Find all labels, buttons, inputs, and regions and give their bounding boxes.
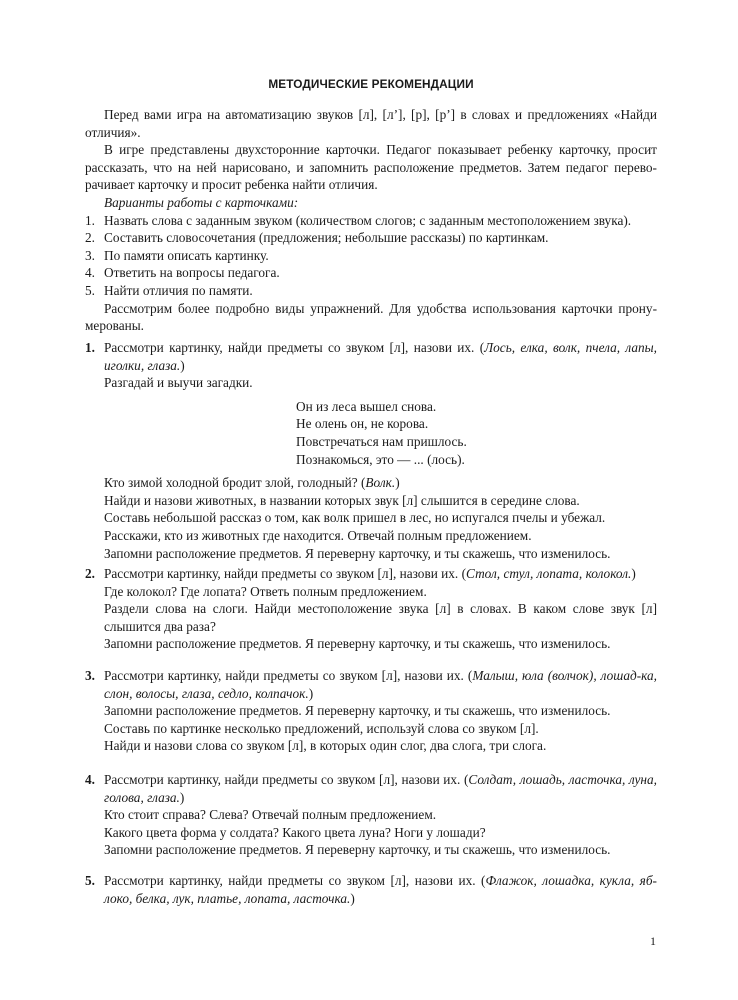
instruction-text: Рассмотри картинку, найди предметы со звуком [л], назови их. ( [104, 772, 469, 787]
exercise-1 [85, 339, 657, 562]
instruction-close: ) [180, 357, 185, 373]
riddle-text: Кто зимой холодной бродит злой, голодный? ( [104, 475, 366, 491]
poem-line: Повстречаться нам пришлось. [296, 433, 467, 449]
variants-heading: Варианты работы с карточками: [104, 194, 299, 210]
instruction-text: Рассмотри картинку, найди предметы со звуком [л], назови их. ( [104, 668, 473, 683]
variant-text: Найти отличия по памяти. [104, 282, 253, 298]
exercise-line: Составь по картинке несколько предложений, используй слова со звуком [л]. [104, 720, 539, 736]
exercise-4 [85, 771, 657, 859]
exercise-line: Расскажи, кто из животных где находится. Отвечай полным предложением. [104, 527, 532, 543]
exercise-number: 4. [85, 772, 95, 787]
variant-item [85, 282, 657, 300]
variants-list [85, 212, 657, 300]
exercise-line: Запомни расположение предметов. Я переверну карточку, и ты скажешь, что изменилось. [104, 636, 611, 652]
exercise-instruction [104, 565, 657, 583]
intro-paragraph-1: Перед вами игра на автоматизацию звуков [л], [л’], [р], [р’] в словах и предложениях «Найди отличия». [85, 107, 657, 140]
variant-text: Ответить на вопросы педагога. [104, 265, 280, 281]
poem-line: Не олень он, не корова. [296, 416, 429, 432]
exercise-instruction [104, 872, 657, 907]
variant-item [85, 264, 657, 282]
exercise-number: 5. [85, 873, 95, 888]
variant-item [85, 229, 657, 247]
instruction-close: ) [308, 685, 314, 701]
exercise-line: Составь небольшой рассказ о том, как волк пришел в лес, но испугался пчелы и убежал. [104, 510, 606, 526]
exercise-instruction [104, 667, 657, 702]
variant-text: Назвать слова с заданным звуком (количеством слогов; с заданным местоположением звука). [104, 212, 632, 228]
variant-number: 2. [85, 230, 95, 246]
variant-number: 4. [85, 265, 95, 281]
exercise-line: Какого цвета форма у солдата? Какого цвета луна? Ноги у лошади? [104, 824, 486, 840]
exercise-2 [85, 565, 657, 653]
riddle-close: ) [395, 475, 400, 491]
variant-item [85, 247, 657, 265]
exercise-instruction [104, 771, 657, 806]
instruction-words: Малыш, юла (волчок), лошад-ка, слон, волосы, глаза, седло, колпачок. [104, 668, 657, 701]
exercise-line: Кто стоит справа? Слева? Отвечай полным предложением. [104, 807, 437, 823]
exercise-line: Найди и назови слова со звуком [л], в которых один слог, два слога, три слога. [104, 738, 547, 754]
instruction-close: ) [179, 789, 185, 805]
exercise-line: Раздели слова на слоги. Найди местоположение звука [л] в словах. В каком слове звук [л] слышится два раза? [104, 601, 657, 634]
intro-paragraph-3: Рассмотрим более подробно виды упражнений. Для удобства использования карточки прону-мерованы. [85, 300, 657, 334]
instruction-close: ) [350, 890, 355, 906]
variant-number: 5. [85, 282, 95, 298]
riddle-poem [296, 398, 657, 468]
exercise-number: 1. [85, 340, 95, 355]
instruction-close: ) [631, 566, 636, 581]
intro-paragraph-2: В игре представлены двухсторонние карточки. Педагог показывает ребенку карточку, просит рассказать, что на ней нарисовано, и запомнить расположение предметов. Затем педагог перево-рачивает карточку и просит ребенка найти отличия. [85, 142, 657, 193]
exercise-line: Запомни расположение предметов. Я переверну карточку, и ты скажешь, что изменилось. [104, 842, 611, 858]
poem-line: Он из леса вышел снова. [296, 398, 437, 414]
instruction-words: Флажок, лошадка, кукла, яб-локо, белка, лук, платье, лопата, ласточка. [104, 873, 657, 906]
variant-number: 1. [85, 212, 95, 228]
riddle-answer: Волк. [365, 475, 396, 491]
exercise-5 [85, 872, 657, 907]
exercise-line: Разгадай и выучи загадки. [104, 375, 253, 391]
exercise-instruction [104, 339, 657, 374]
page-number: 1 [650, 934, 656, 948]
exercise-number: 3. [85, 668, 95, 683]
instruction-words: Стол, стул, лопата, колокол. [466, 566, 632, 581]
intro-section [85, 106, 657, 335]
instruction-text: Рассмотри картинку, найди предметы со звуком [л], назови их. ( [104, 873, 486, 888]
variant-text: Составить словосочетания (предложения; небольшие рассказы) по картинкам. [104, 230, 549, 246]
variant-text: По памяти описать картинку. [104, 247, 269, 263]
riddle-2 [104, 474, 657, 492]
poem-line: Познакомься, это — ... (лось). [296, 451, 465, 467]
instruction-words: Солдат, лошадь, ласточка, луна, голова, глаза. [104, 772, 657, 805]
exercise-number: 2. [85, 566, 95, 581]
exercise-3 [85, 667, 657, 755]
instruction-text: Рассмотри картинку, найди предметы со звуком [л], назови их. ( [104, 566, 467, 581]
exercise-line: Запомни расположение предметов. Я переверну карточку, и ты скажешь, что изменилось. [104, 545, 611, 561]
variant-item [85, 212, 657, 230]
page-title: МЕТОДИЧЕСКИЕ РЕКОМЕНДАЦИИ [268, 77, 474, 91]
exercise-line: Найди и назови животных, в названии которых звук [л] слышится в середине слова. [104, 492, 580, 508]
variant-number: 3. [85, 247, 95, 263]
exercise-line: Где колокол? Где лопата? Ответь полным предложением. [104, 583, 427, 599]
instruction-text: Рассмотри картинку, найди предметы со звуком [л], назови их. ( [104, 340, 485, 355]
instruction-words: Лось, елка, волк, пчела, лапы, иголки, глаза. [104, 340, 657, 373]
exercise-line: Запомни расположение предметов. Я переверну карточку, и ты скажешь, что изменилось. [104, 703, 611, 719]
